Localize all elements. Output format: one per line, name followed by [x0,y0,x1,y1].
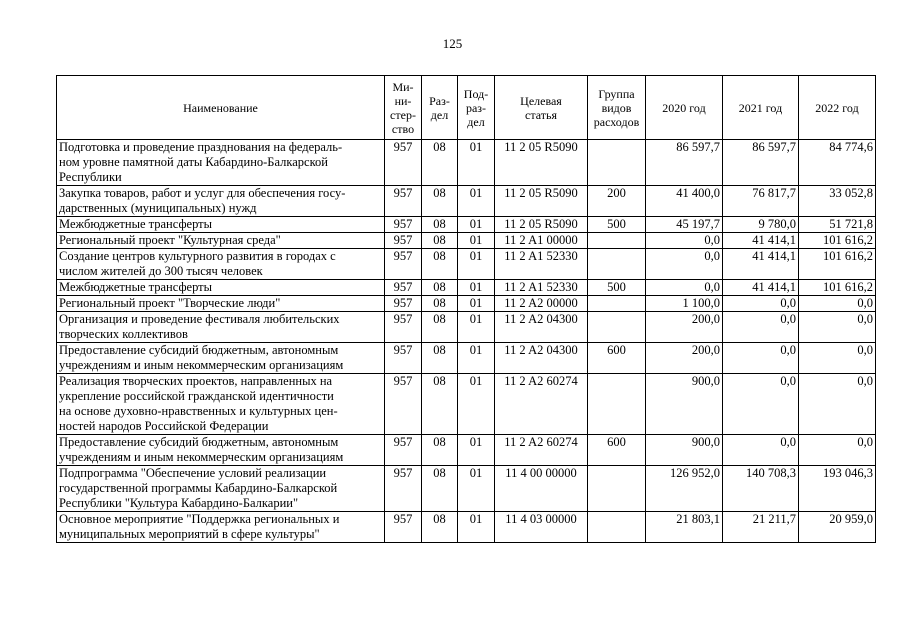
cell-expense-group: 500 [588,217,646,233]
cell-ministry: 957 [385,512,422,543]
table-row [57,312,876,343]
cell-2022: 193 046,3 [799,466,876,512]
cell-ministry: 957 [385,312,422,343]
cell-expense-group [588,466,646,512]
cell-subsection: 01 [458,435,495,466]
cell-expense-group: 200 [588,186,646,217]
cell-subsection: 01 [458,312,495,343]
cell-name: Организация и проведение фестиваля любительских творческих коллективов [57,312,385,343]
cell-2020: 45 197,7 [646,217,723,233]
cell-expense-group: 600 [588,435,646,466]
header-name: Наименование [57,76,385,140]
cell-section: 08 [422,249,458,280]
cell-name: Подготовка и проведение празднования на федераль- ном уровне памятной даты Кабардино-Балкарской Республики [57,140,385,186]
cell-2021: 0,0 [723,296,799,312]
cell-subsection: 01 [458,217,495,233]
cell-expense-group [588,249,646,280]
cell-expense-group: 500 [588,280,646,296]
table-row [57,512,876,543]
cell-ministry: 957 [385,186,422,217]
cell-subsection: 01 [458,249,495,280]
cell-subsection: 01 [458,512,495,543]
cell-2021: 21 211,7 [723,512,799,543]
cell-2021: 140 708,3 [723,466,799,512]
header-subsection: Под- раз- дел [458,76,495,140]
cell-2020: 200,0 [646,343,723,374]
cell-2021: 86 597,7 [723,140,799,186]
table-row [57,466,876,512]
header-2020: 2020 год [646,76,723,140]
cell-name: Подпрограмма "Обеспечение условий реализации государственной программы Кабардино-Балкарской Республики "Культура Кабардино-Балкарии" [57,466,385,512]
cell-2020: 126 952,0 [646,466,723,512]
cell-expense-group [588,512,646,543]
cell-target-article: 11 2 A2 00000 [495,296,588,312]
cell-2021: 0,0 [723,343,799,374]
cell-section: 08 [422,343,458,374]
cell-subsection: 01 [458,296,495,312]
cell-subsection: 01 [458,186,495,217]
cell-ministry: 957 [385,435,422,466]
cell-section: 08 [422,312,458,343]
cell-ministry: 957 [385,140,422,186]
cell-name: Межбюджетные трансферты [57,217,385,233]
cell-section: 08 [422,374,458,435]
table-row [57,186,876,217]
cell-expense-group [588,140,646,186]
cell-section: 08 [422,296,458,312]
page-number: 125 [442,36,463,51]
cell-ministry: 957 [385,249,422,280]
cell-2020: 0,0 [646,280,723,296]
cell-2020: 41 400,0 [646,186,723,217]
header-ministry: Ми- ни- стер- ство [385,76,422,140]
cell-2021: 41 414,1 [723,249,799,280]
table-row [57,140,876,186]
cell-2021: 0,0 [723,435,799,466]
cell-2022: 0,0 [799,296,876,312]
cell-target-article: 11 2 A1 52330 [495,280,588,296]
cell-section: 08 [422,512,458,543]
cell-2021: 0,0 [723,374,799,435]
cell-2022: 0,0 [799,374,876,435]
cell-subsection: 01 [458,233,495,249]
cell-2022: 101 616,2 [799,249,876,280]
cell-2022: 0,0 [799,343,876,374]
cell-2021: 41 414,1 [723,233,799,249]
cell-section: 08 [422,466,458,512]
cell-name: Предоставление субсидий бюджетным, автономным учреждениям и иным некоммерческим организациям [57,435,385,466]
cell-2022: 33 052,8 [799,186,876,217]
table-row [57,217,876,233]
header-section: Раз- дел [422,76,458,140]
cell-2022: 101 616,2 [799,233,876,249]
cell-expense-group [588,296,646,312]
cell-2020: 200,0 [646,312,723,343]
cell-target-article: 11 2 A2 60274 [495,374,588,435]
cell-target-article: 11 4 03 00000 [495,512,588,543]
cell-target-article: 11 2 A2 04300 [495,343,588,374]
cell-2020: 900,0 [646,435,723,466]
table-row [57,233,876,249]
table-row [57,374,876,435]
cell-target-article: 11 2 05 R5090 [495,186,588,217]
table-row [57,249,876,280]
cell-2020: 0,0 [646,233,723,249]
cell-name: Межбюджетные трансферты [57,280,385,296]
cell-section: 08 [422,233,458,249]
cell-target-article: 11 4 00 00000 [495,466,588,512]
cell-target-article: 11 2 A1 52330 [495,249,588,280]
table-row [57,296,876,312]
cell-ministry: 957 [385,343,422,374]
cell-target-article: 11 2 05 R5090 [495,217,588,233]
cell-subsection: 01 [458,466,495,512]
cell-section: 08 [422,217,458,233]
cell-2020: 86 597,7 [646,140,723,186]
cell-2021: 41 414,1 [723,280,799,296]
cell-2022: 84 774,6 [799,140,876,186]
cell-expense-group: 600 [588,343,646,374]
cell-ministry: 957 [385,466,422,512]
header-2022: 2022 год [799,76,876,140]
cell-section: 08 [422,186,458,217]
cell-name: Закупка товаров, работ и услуг для обеспечения госу- дарственных (муниципальных) нужд [57,186,385,217]
table-body [57,140,876,543]
cell-2020: 1 100,0 [646,296,723,312]
cell-2022: 0,0 [799,312,876,343]
cell-section: 08 [422,140,458,186]
header-target-article: Целевая статья [495,76,588,140]
cell-target-article: 11 2 A2 04300 [495,312,588,343]
cell-name: Создание центров культурного развития в городах с числом жителей до 300 тысяч человек [57,249,385,280]
cell-expense-group [588,312,646,343]
table-header-row [57,76,876,140]
cell-section: 08 [422,435,458,466]
budget-table [56,75,876,543]
header-expense-group: Группа видов расходов [588,76,646,140]
cell-2022: 20 959,0 [799,512,876,543]
cell-target-article: 11 2 A1 00000 [495,233,588,249]
cell-subsection: 01 [458,374,495,435]
cell-2022: 0,0 [799,435,876,466]
cell-expense-group [588,374,646,435]
cell-2020: 900,0 [646,374,723,435]
cell-2022: 51 721,8 [799,217,876,233]
cell-ministry: 957 [385,296,422,312]
cell-name: Региональный проект "Культурная среда" [57,233,385,249]
cell-subsection: 01 [458,140,495,186]
cell-2020: 0,0 [646,249,723,280]
cell-name: Предоставление субсидий бюджетным, автономным учреждениям и иным некоммерческим организациям [57,343,385,374]
cell-ministry: 957 [385,217,422,233]
header-2021: 2021 год [723,76,799,140]
cell-ministry: 957 [385,374,422,435]
cell-ministry: 957 [385,280,422,296]
cell-section: 08 [422,280,458,296]
cell-subsection: 01 [458,343,495,374]
table-row [57,280,876,296]
cell-2020: 21 803,1 [646,512,723,543]
cell-name: Основное мероприятие "Поддержка региональных и муниципальных мероприятий в сфере культуры" [57,512,385,543]
cell-2022: 101 616,2 [799,280,876,296]
table-row [57,435,876,466]
cell-ministry: 957 [385,233,422,249]
cell-2021: 0,0 [723,312,799,343]
cell-name: Региональный проект "Творческие люди" [57,296,385,312]
cell-subsection: 01 [458,280,495,296]
cell-expense-group [588,233,646,249]
table-row [57,343,876,374]
cell-2021: 76 817,7 [723,186,799,217]
cell-target-article: 11 2 A2 60274 [495,435,588,466]
cell-2021: 9 780,0 [723,217,799,233]
cell-name: Реализация творческих проектов, направленных на укрепление российской гражданской идентичности на основе духовно-нравственных и культурных цен- ностей народов Российской Федерации [57,374,385,435]
cell-target-article: 11 2 05 R5090 [495,140,588,186]
